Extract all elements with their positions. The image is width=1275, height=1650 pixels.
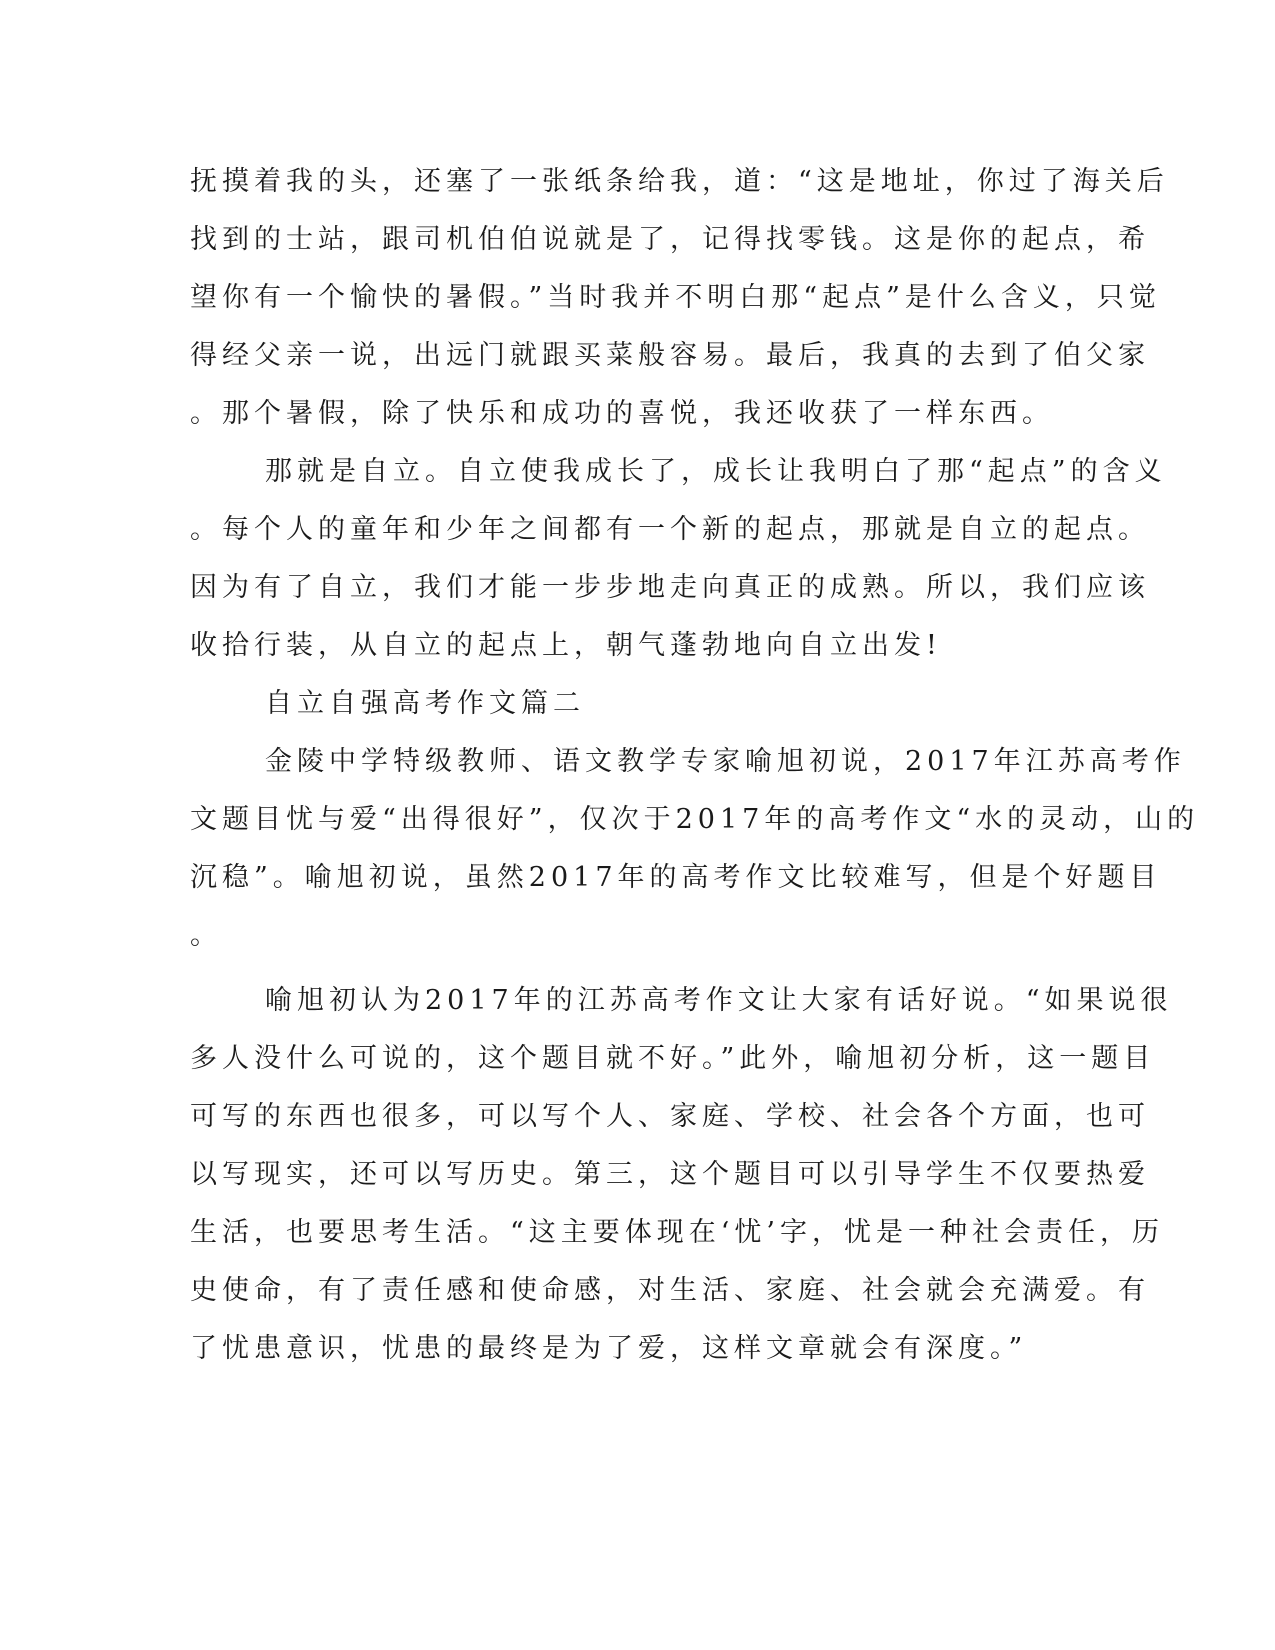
text-line: 望你有一个愉快的暑假。”当时我并不明白那“起点”是什么含义，只觉 [190, 282, 1161, 313]
text-line: 文题目忧与爱“出得很好”，仅次于2017年的高考作文“水的灵动，山的 [190, 804, 1200, 835]
text-line: 抚摸着我的头，还塞了一张纸条给我，道：“这是地址，你过了海关后 [190, 166, 1169, 197]
text-line: 因为有了自立，我们才能一步步地走向真正的成熟。所以，我们应该 [190, 572, 1150, 603]
paragraph-first-line: 那就是自立。自立使我成长了，成长让我明白了那“起点”的含义 [265, 456, 1167, 487]
text-line: 收拾行装，从自立的起点上，朝气蓬勃地向自立出发! [190, 630, 942, 661]
text-line: 找到的士站，跟司机伯伯说就是了，记得找零钱。这是你的起点，希 [190, 224, 1150, 255]
text-line: 史使命，有了责任感和使命感，对生活、家庭、社会就会充满爱。有 [190, 1275, 1150, 1306]
text-line: 。那个暑假，除了快乐和成功的喜悦，我还收获了一样东西。 [190, 398, 1054, 429]
section-heading: 自立自强高考作文篇二 [265, 688, 585, 719]
text-line: 。每个人的童年和少年之间都有一个新的起点，那就是自立的起点。 [190, 514, 1150, 545]
text-line: 了忧患意识，忧患的最终是为了爱，这样文章就会有深度。” [190, 1333, 1028, 1364]
paragraph-first-line: 金陵中学特级教师、语文教学专家喻旭初说，2017年江苏高考作 [265, 746, 1186, 777]
text-line: 沉稳”。喻旭初说，虽然2017年的高考作文比较难写，但是个好题目 [190, 862, 1162, 893]
text-line: 生活，也要思考生活。“这主要体现在‘忧’字，忧是一种社会责任，历 [190, 1217, 1164, 1248]
paragraph-first-line: 喻旭初认为2017年的江苏高考作文让大家有话好说。“如果说很 [265, 985, 1173, 1016]
text-line: 可写的东西也很多，可以写个人、家庭、学校、社会各个方面，也可 [190, 1101, 1150, 1132]
text-line: 以写现实，还可以写历史。第三，这个题目可以引导学生不仅要热爱 [190, 1159, 1150, 1190]
text-line: 多人没什么可说的，这个题目就不好。”此外，喻旭初分析，这一题目 [190, 1043, 1156, 1074]
text-line: 。 [190, 920, 222, 951]
text-line: 得经父亲一说，出远门就跟买菜般容易。最后，我真的去到了伯父家 [190, 340, 1150, 371]
